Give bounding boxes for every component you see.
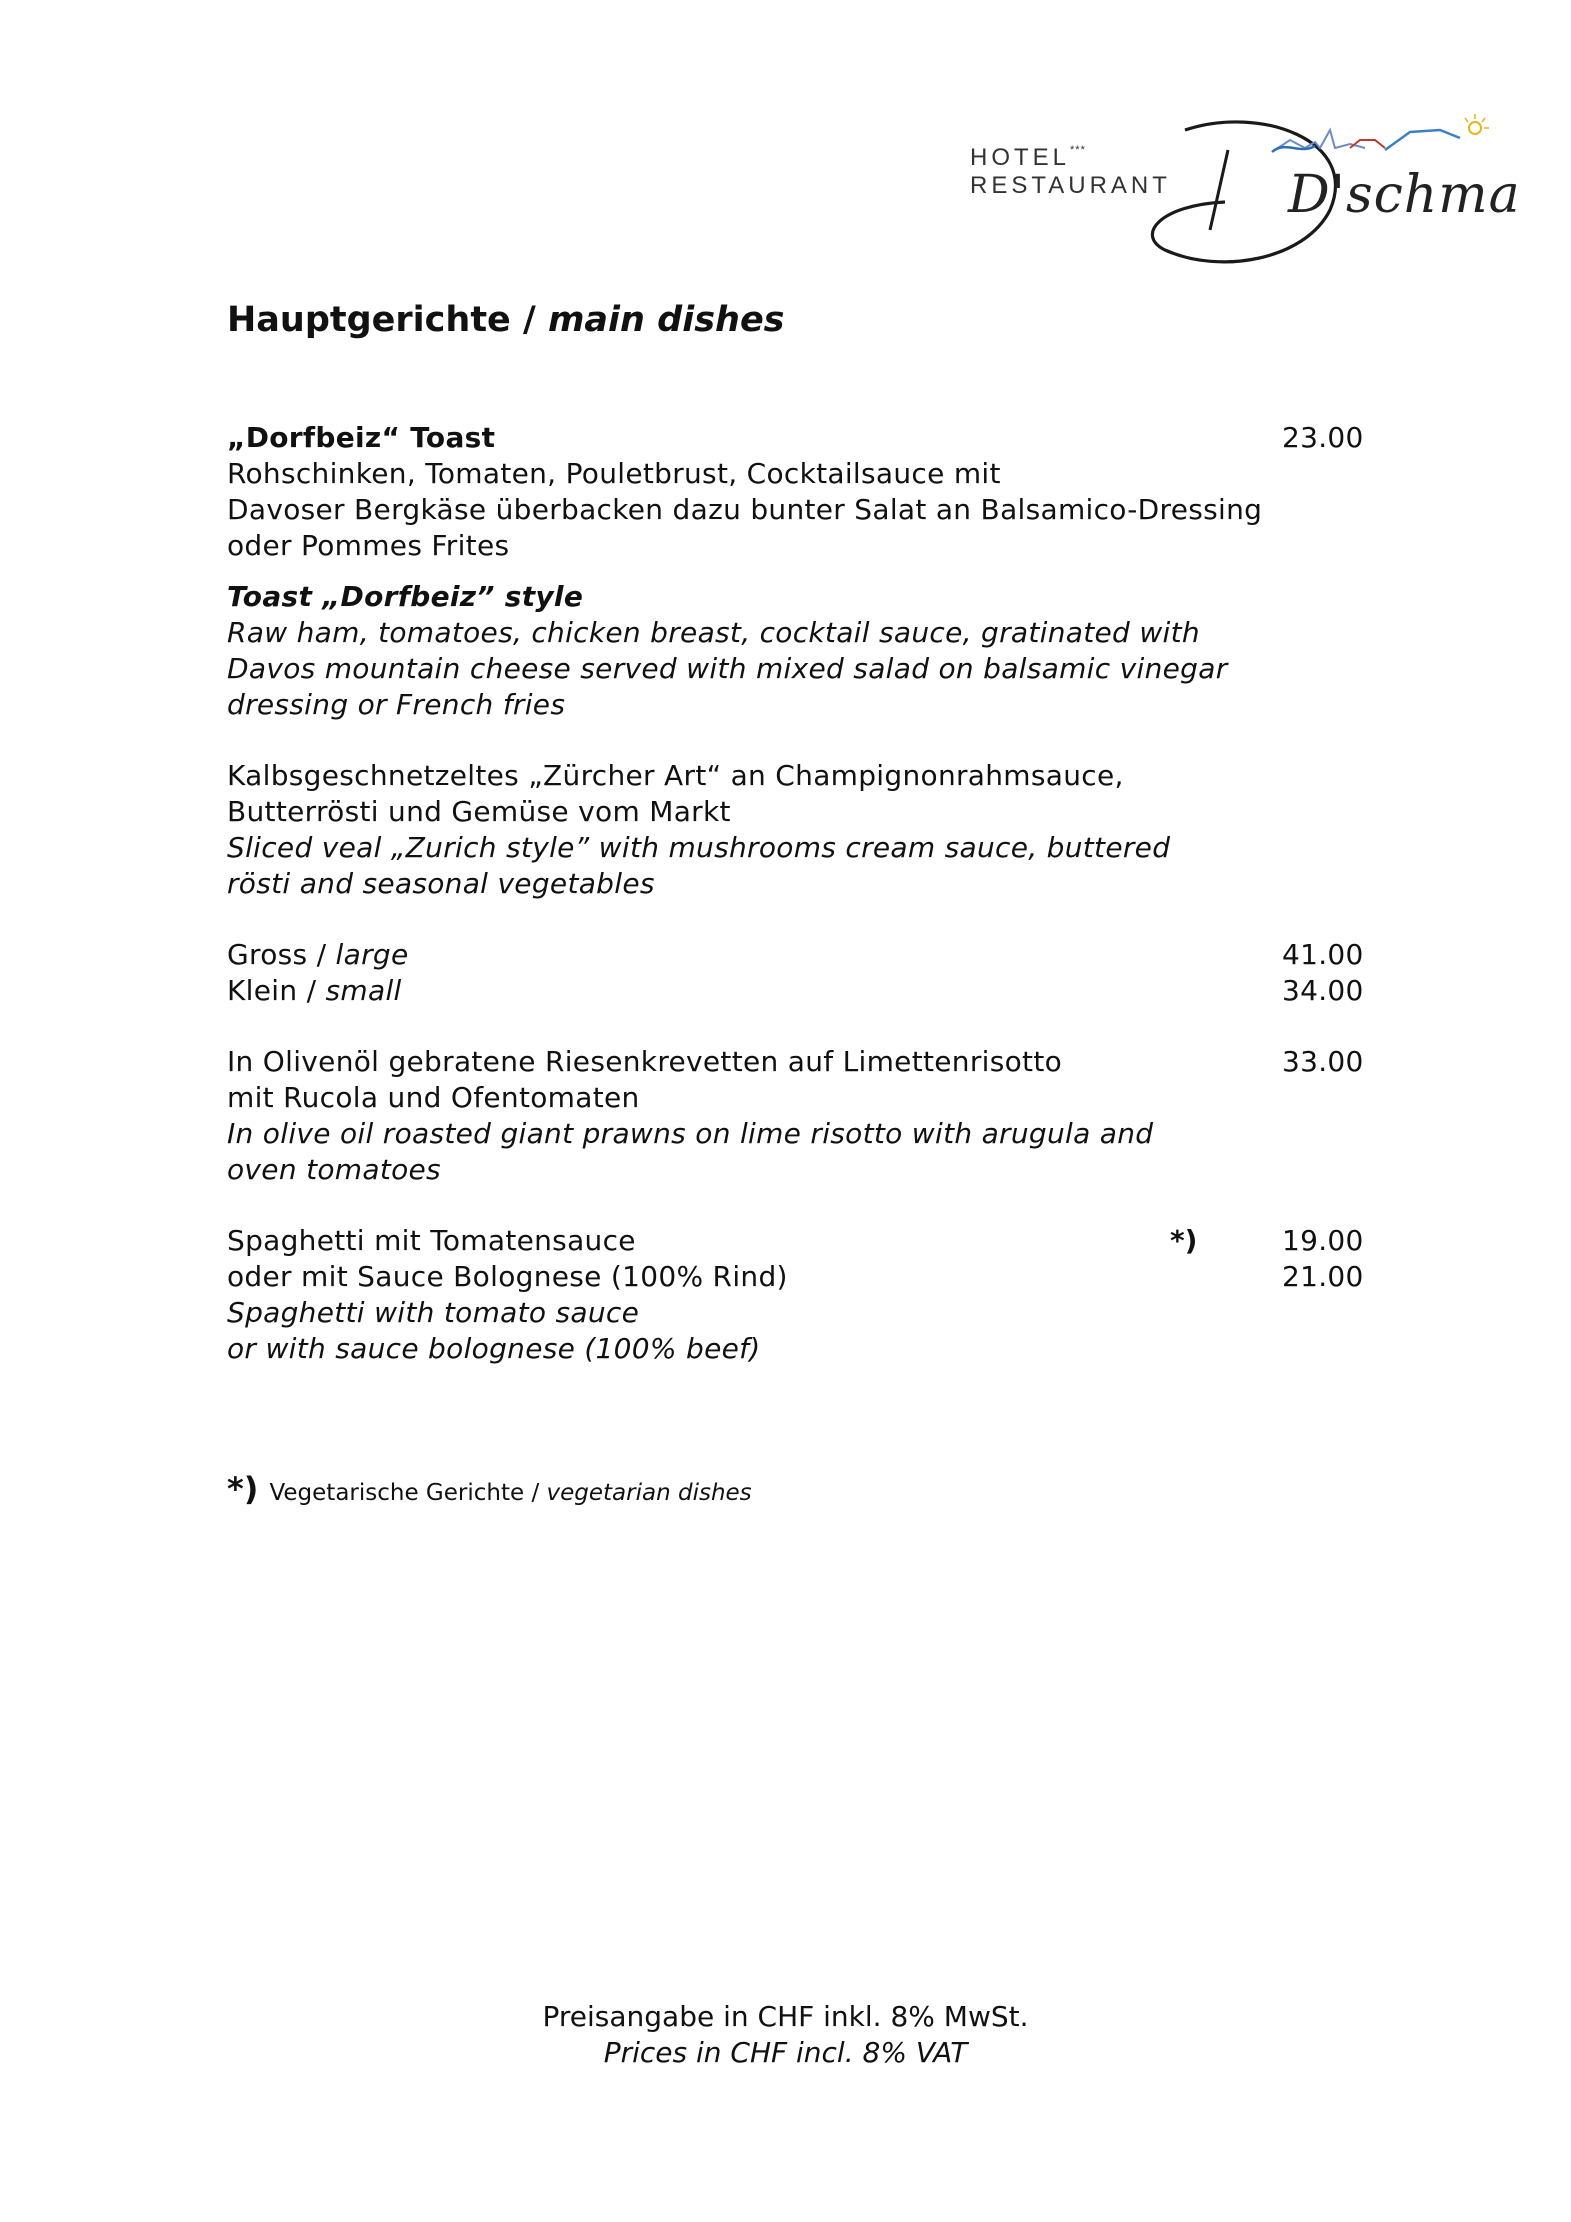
dish-price-prawns: 33.00 (1282, 1045, 1364, 1078)
dish-desc-de-line: Spaghetti mit Tomatensauce (227, 1224, 636, 1257)
vegetarian-footnote: *) Vegetarische Gerichte / vegetarian dishes (227, 1470, 752, 1508)
dish-desc-de-line: oder Pommes Frites (227, 529, 510, 562)
dish-price-spaghetti: 19.00 (1282, 1224, 1364, 1257)
size-price-large: 41.00 (1282, 938, 1364, 971)
dish-desc-de-line: Davoser Bergkäse überbacken dazu bunter Salat an Balsamico-Dressing (227, 493, 1263, 526)
dish-desc-de-line: mit Rucola und Ofentomaten (227, 1081, 640, 1114)
dish-desc-de-line: oder mit Sauce Bolognese (100% Rind) (227, 1260, 788, 1293)
dish-desc-en-line: Spaghetti with tomato sauce (227, 1296, 640, 1329)
dish-title-en-toast: Toast „Dorfbeiz” style (227, 580, 584, 613)
price-note-de: Preisangabe in CHF inkl. 8% MwSt. (542, 2000, 1029, 2033)
dish-desc-en-line: or with sauce bolognese (100% beef) (227, 1332, 761, 1365)
dish-desc-en-line: rösti and seasonal vegetables (227, 867, 655, 900)
dish-price-bolognese: 21.00 (1282, 1260, 1364, 1293)
dish-desc-de-line: Butterrösti und Gemüse vom Markt (227, 795, 731, 828)
size-option-large: Gross / large (227, 938, 409, 971)
size-option-small: Klein / small (227, 974, 402, 1007)
dish-desc-en-line: Davos mountain cheese served with mixed salad on balsamic vinegar (227, 652, 1228, 685)
logo-hotel-text: HOTEL*** (970, 144, 1086, 171)
dish-desc-en-line: Sliced veal „Zurich style” with mushrooms cream sauce, buttered (227, 831, 1171, 864)
dish-desc-en-line: dressing or French fries (227, 688, 566, 721)
dish-desc-en-line: oven tomatoes (227, 1153, 441, 1186)
logo-name-text: D'schma (1288, 165, 1521, 225)
dish-desc-de-line: Rohschinken, Tomaten, Pouletbrust, Cocktailsauce mit (227, 457, 1001, 490)
size-price-small: 34.00 (1282, 974, 1364, 1007)
dish-price-toast: 23.00 (1282, 421, 1364, 454)
page-title: Hauptgerichte / main dishes (227, 300, 785, 340)
dish-desc-en-line: Raw ham, tomatoes, chicken breast, cocktail sauce, gratinated with (227, 616, 1200, 649)
vegetarian-mark: *) (1170, 1224, 1198, 1257)
dish-desc-de-line: In Olivenöl gebratene Riesenkrevetten auf Limettenrisotto (227, 1045, 1063, 1078)
dish-desc-de-line: Kalbsgeschnetzeltes „Zürcher Art“ an Champignonrahmsauce, (227, 759, 1124, 792)
dish-desc-en-line: In olive oil roasted giant prawns on lime risotto with arugula and (227, 1117, 1154, 1150)
price-note-en: Prices in CHF incl. 8% VAT (603, 2036, 968, 2069)
hotel-logo (970, 110, 1521, 270)
dish-title-toast: „Dorfbeiz“ Toast (227, 421, 496, 454)
logo-restaurant-text: RESTAURANT (970, 172, 1171, 199)
